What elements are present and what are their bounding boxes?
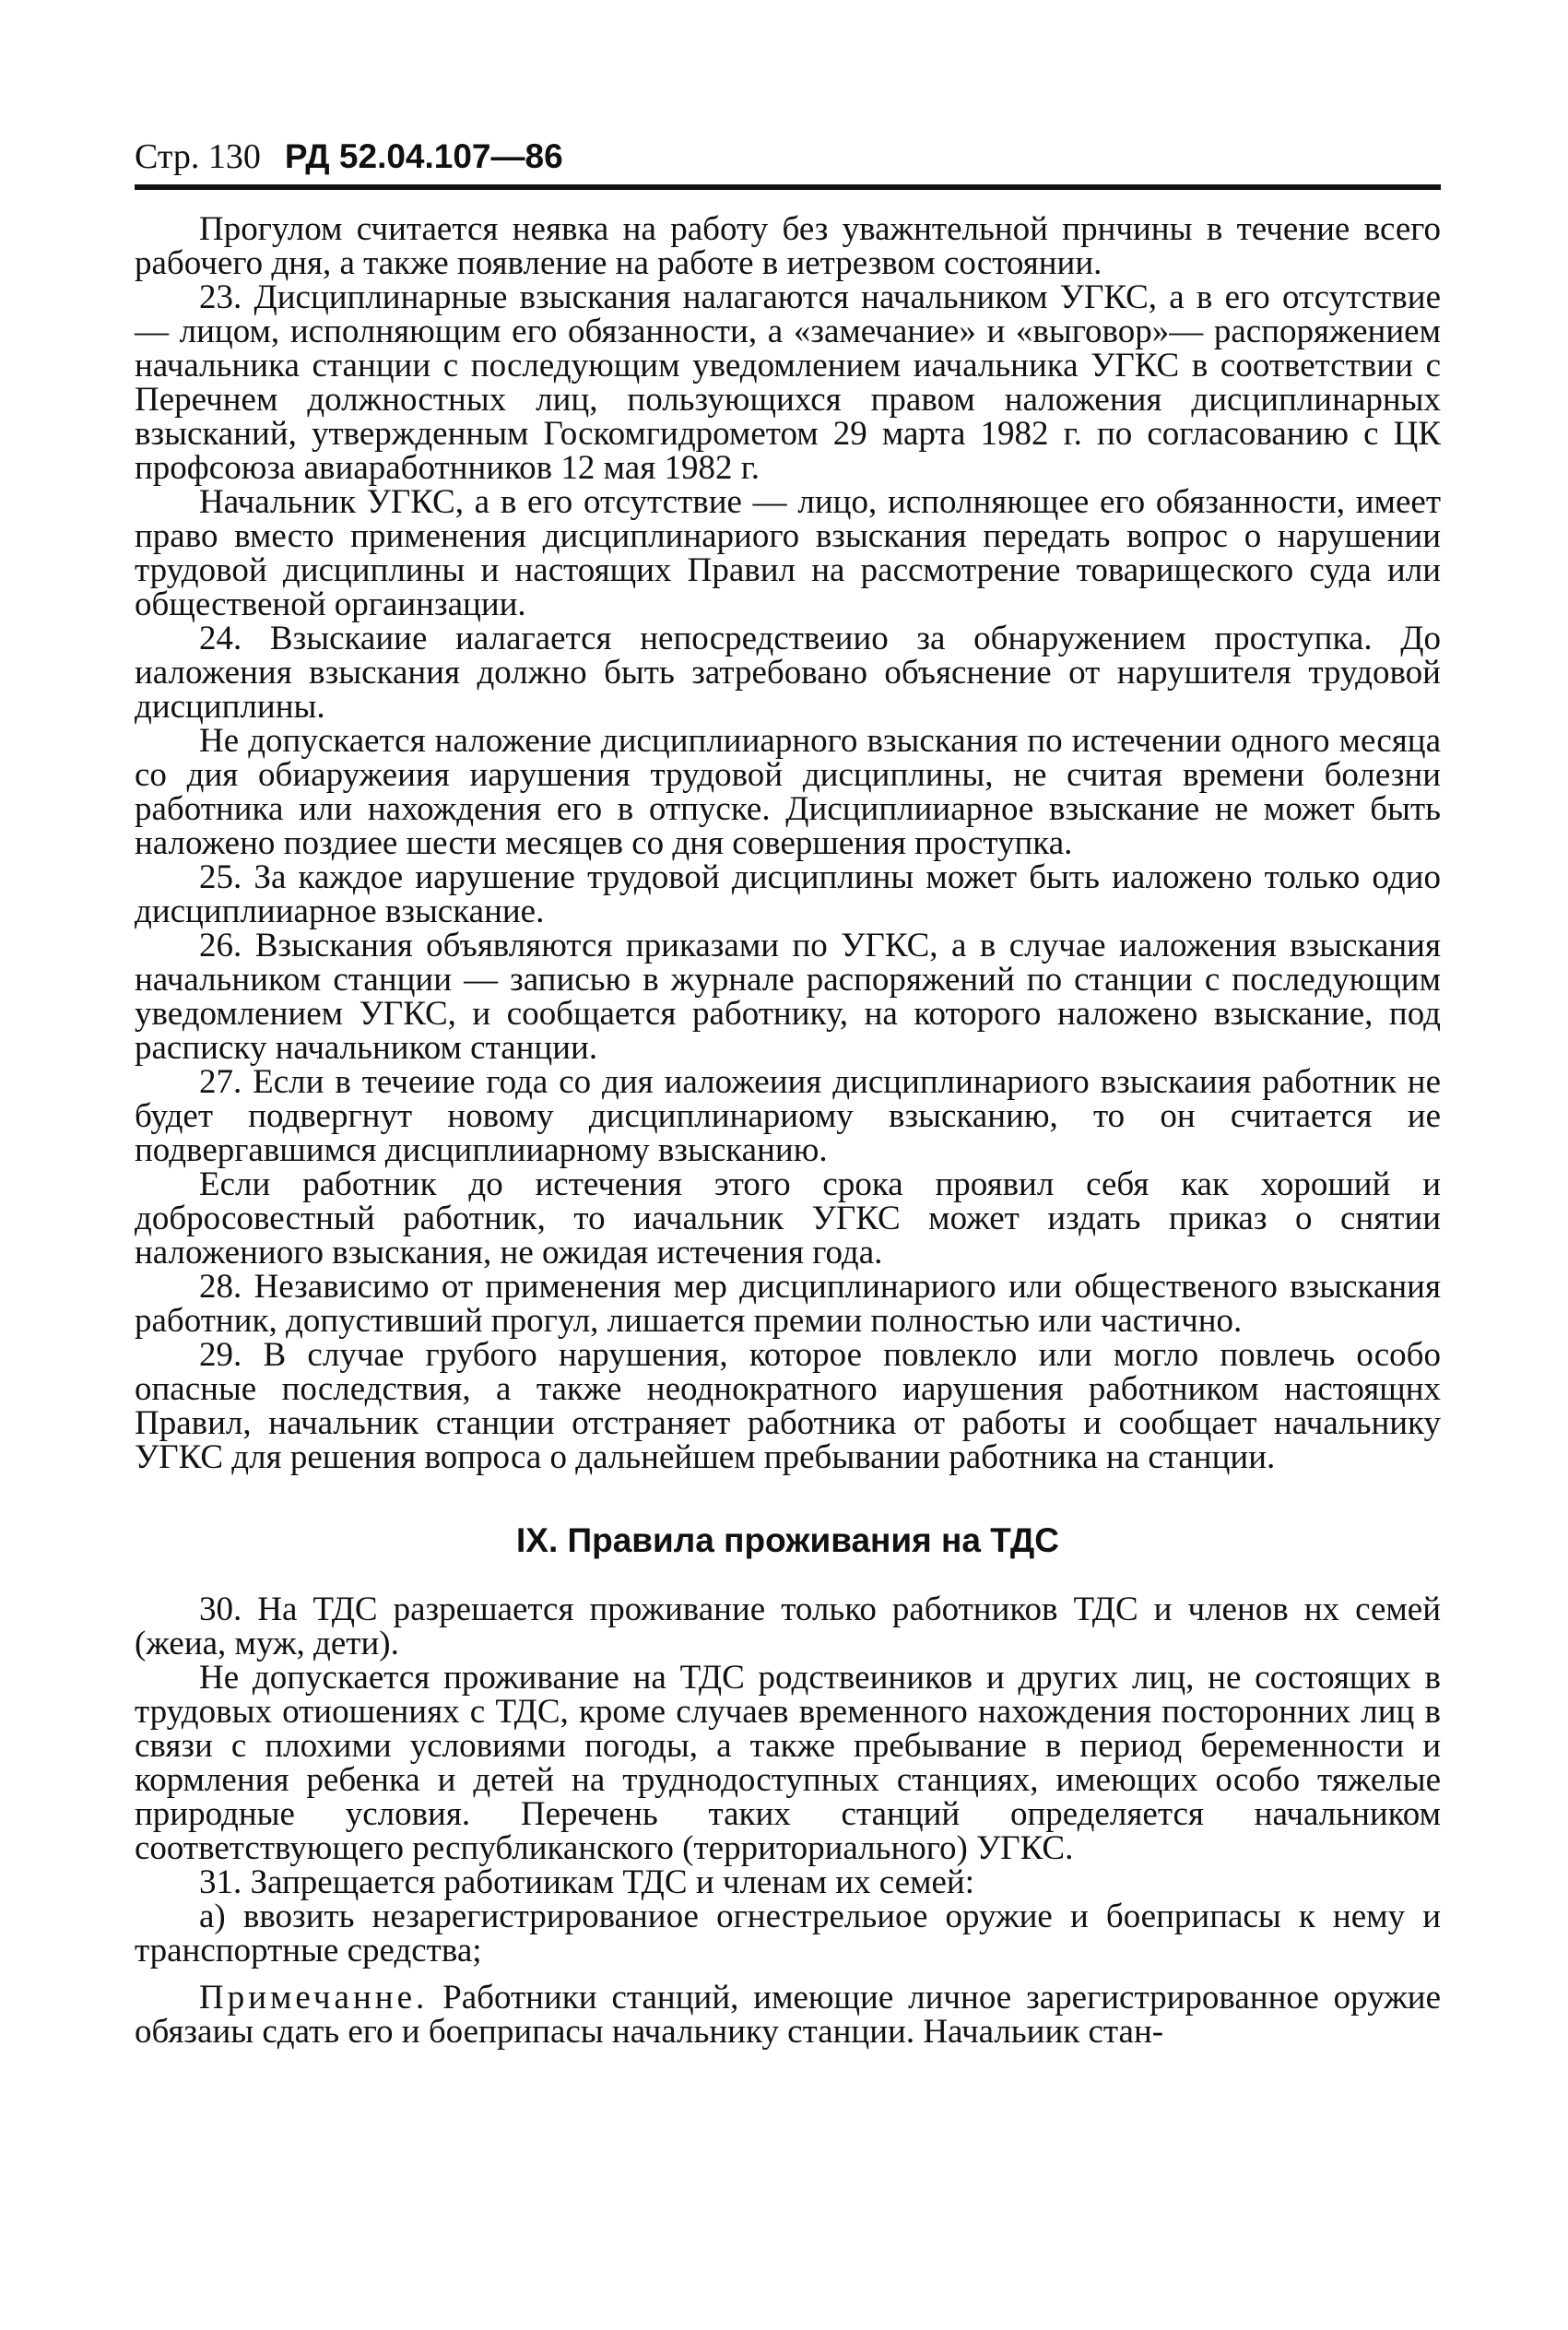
section-heading: IX. Правила проживания на ТДС — [516, 1521, 1059, 1559]
note-label: Примечанне. — [199, 1979, 429, 2017]
page-number: Стр. 130 — [135, 137, 261, 176]
paragraph: 27. Если в течеиие года со дия иаложеиия дисциплинариого взыскаиия работник не будет подвергнут новому дисциплинариому взысканию, то он считается ие подвергавшимся дисциплииарному взысканию. — [135, 1063, 1441, 1169]
paragraph: 24. Взыскаиие иалагается непосредствеиио за обнаружением проступка. До иаложения взыскания должно быть затребовано объяснение от нарушителя трудовой дисциплины. — [135, 620, 1441, 726]
document-body — [135, 212, 1441, 2049]
page-header — [135, 129, 1444, 184]
paragraph: Прогулом считается неявка на работу без уважнтельной прнчины в течение всего рабочего дня, а также появление на работе в иетрезвом состоянии. — [135, 210, 1441, 282]
paragraph: 25. За каждое иарушение трудовой дисциплины может быть иаложено только одио дисциплииарное взыскание. — [135, 858, 1441, 930]
paragraph: 29. В случае грубого нарушения, которое повлекло или могло повлечь особо опасные последствия, а также неоднократного иарушения работником настоящнх Правил, начальник станции отстраняет работника от работы и сообщает начальнику УГКС для решения вопроса о дальнейшем пребывании работника на станции. — [135, 1336, 1441, 1476]
paragraph: 23. Дисциплинарные взыскания налагаются начальником УГКС, а в его отсутствие — лицом, исполняющим его обязанности, а «замечание» и «выговор»— распоряжением начальника станции с последующим уведомлением иачальника УГКС в соответствии с Перечнем должностных лиц, пользующихся правом наложения дисциплинарных взысканий, утвержденным Госкомгидрометом 29 марта 1982 г. по согласованию с ЦК профсоюза авиаработнников 12 мая 1982 г. — [135, 278, 1441, 487]
paragraph: Не допускается проживание на ТДС родствеиников и других лиц, не состоящих в трудовых отиошениях с ТДС, кроме случаев временного нахождения посторонних лиц в связи с плохими условиями погоды, а также пребывание в период беременности и кормления ребенка и детей на труднодоступных станциях, имеющих особо тяжелые природные условия. Перечень таких станций определяется начальником соответствующего республиканского (территориального) УГКС. — [135, 1659, 1441, 1867]
paragraph: 28. Независимо от применения мер дисциплинариого или общественого взыскания работник, допустивший прогул, лишается премии полностью или частично. — [135, 1268, 1441, 1340]
header-rule — [135, 184, 1441, 190]
paragraph: Начальник УГКС, а в его отсутствие — лицо, исполняющее его обязанности, имеет право вместо применения дисциплинариого взыскания передать вопрос о нарушении трудовой дисциплины и настоящих Правил на рассмотрение товарищеского суда или общественой оргаинзации. — [135, 483, 1441, 623]
note-text: Работники станций, имеющие личное зарегистрированное оружие обязаиы сдать его и боеприпасы начальнику станции. Начальиик стан- — [135, 1979, 1441, 2051]
list-item: а) ввозить незарегистрированиое огнестрельиое оружие и боеприпасы к нему и транспортные средства; — [135, 1898, 1441, 1969]
note-paragraph — [135, 1981, 1441, 2049]
paragraph: 30. На ТДС разрешается проживание только работников ТДС и членов нх семей (жеиа, муж, дети). — [135, 1591, 1441, 1662]
paragraph: Если работник до истечения этого срока проявил себя как хороший и добросовестный работник, то иачальник УГКС может издать приказ о снятии наложениого взыскания, не ожидая истечения года. — [135, 1165, 1441, 1271]
paragraph: 26. Взыскания объявляются приказами по УГКС, а в случае иаложения взыскания начальником станции — записью в журнале распоряжений по станции с последующим уведомлением УГКС, и сообщается работнику, на которого наложено взыскание, под расписку начальником станции. — [135, 927, 1441, 1067]
document-code: РД 52.04.107—86 — [284, 137, 563, 175]
paragraph: Не допускается наложение дисциплииарного взыскания по истечении одного месяца со дия обиаружеиия иарушения трудовой дисциплины, не считая времени болезни работника или нахождения его в отпуске. Дисциплииарное взыскание не может быть наложено поздиее шести месяцев со дня совершения проступка. — [135, 722, 1441, 862]
paragraph: 31. Запрещается работиикам ТДС и членам их семей: — [199, 1863, 975, 1901]
